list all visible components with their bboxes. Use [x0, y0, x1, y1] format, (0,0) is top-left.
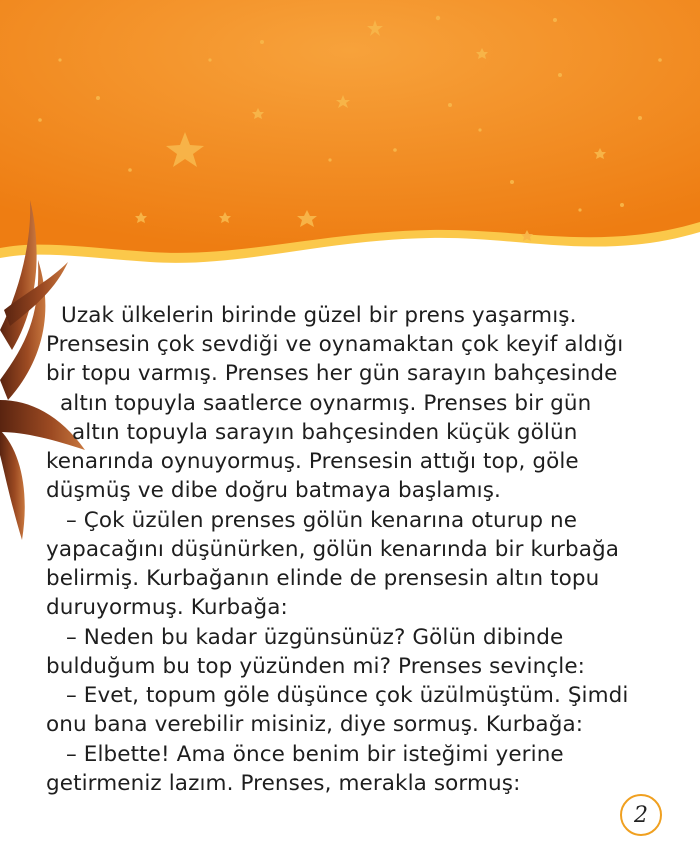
story-line-13: bulduğum bu top yüzünden mi? Prenses sevinçle:: [46, 654, 586, 679]
story-line-14: – Evet, topum göle düşünce çok üzülmüştüm. Şimdi: [66, 683, 629, 708]
header-orange-sky: [0, 0, 700, 253]
orange-header-illustration: [0, 0, 700, 300]
story-line-11: duruyormuş. Kurbağa:: [46, 595, 288, 620]
story-line-10: belirmiş. Kurbağanın elinde de prensesin altın topu: [46, 566, 600, 591]
story-line-5: altın topuyla sarayın bahçesinden küçük gölün: [72, 420, 578, 445]
story-line-7: düşmüş ve dibe doğru batmaya başlamış.: [46, 478, 501, 503]
story-line-6: kenarında oynuyormuş. Prensesin attığı top, göle: [46, 449, 579, 474]
story-line-2: Prensesin çok sevdiği ve oynamaktan çok keyif aldığı: [46, 332, 624, 357]
story-line-1: Uzak ülkelerin birinde güzel bir prens yaşarmış.: [61, 303, 577, 328]
page-number-badge: 2: [620, 794, 662, 836]
story-line-17: getirmeniz lazım. Prenses, merakla sormuş:: [46, 771, 521, 796]
story-line-4: altın topuyla saatlerce oynarmış. Prenses bir gün: [60, 391, 592, 416]
story-line-8: – Çok üzülen prenses gölün kenarına oturup ne: [66, 508, 578, 533]
story-line-12: – Neden bu kadar üzgünsünüz? Gölün dibinde: [66, 625, 564, 650]
story-line-9: yapacağını düşünürken, gölün kenarında bir kurbağa: [46, 537, 620, 562]
story-line-15: onu bana verebilir misiniz, diye sormuş. Kurbağa:: [46, 712, 584, 737]
story-line-3: bir topu varmış. Prenses her gün sarayın bahçesinde: [46, 361, 618, 386]
story-line-16: – Elbette! Ama önce benim bir isteğimi yerine: [66, 742, 564, 767]
